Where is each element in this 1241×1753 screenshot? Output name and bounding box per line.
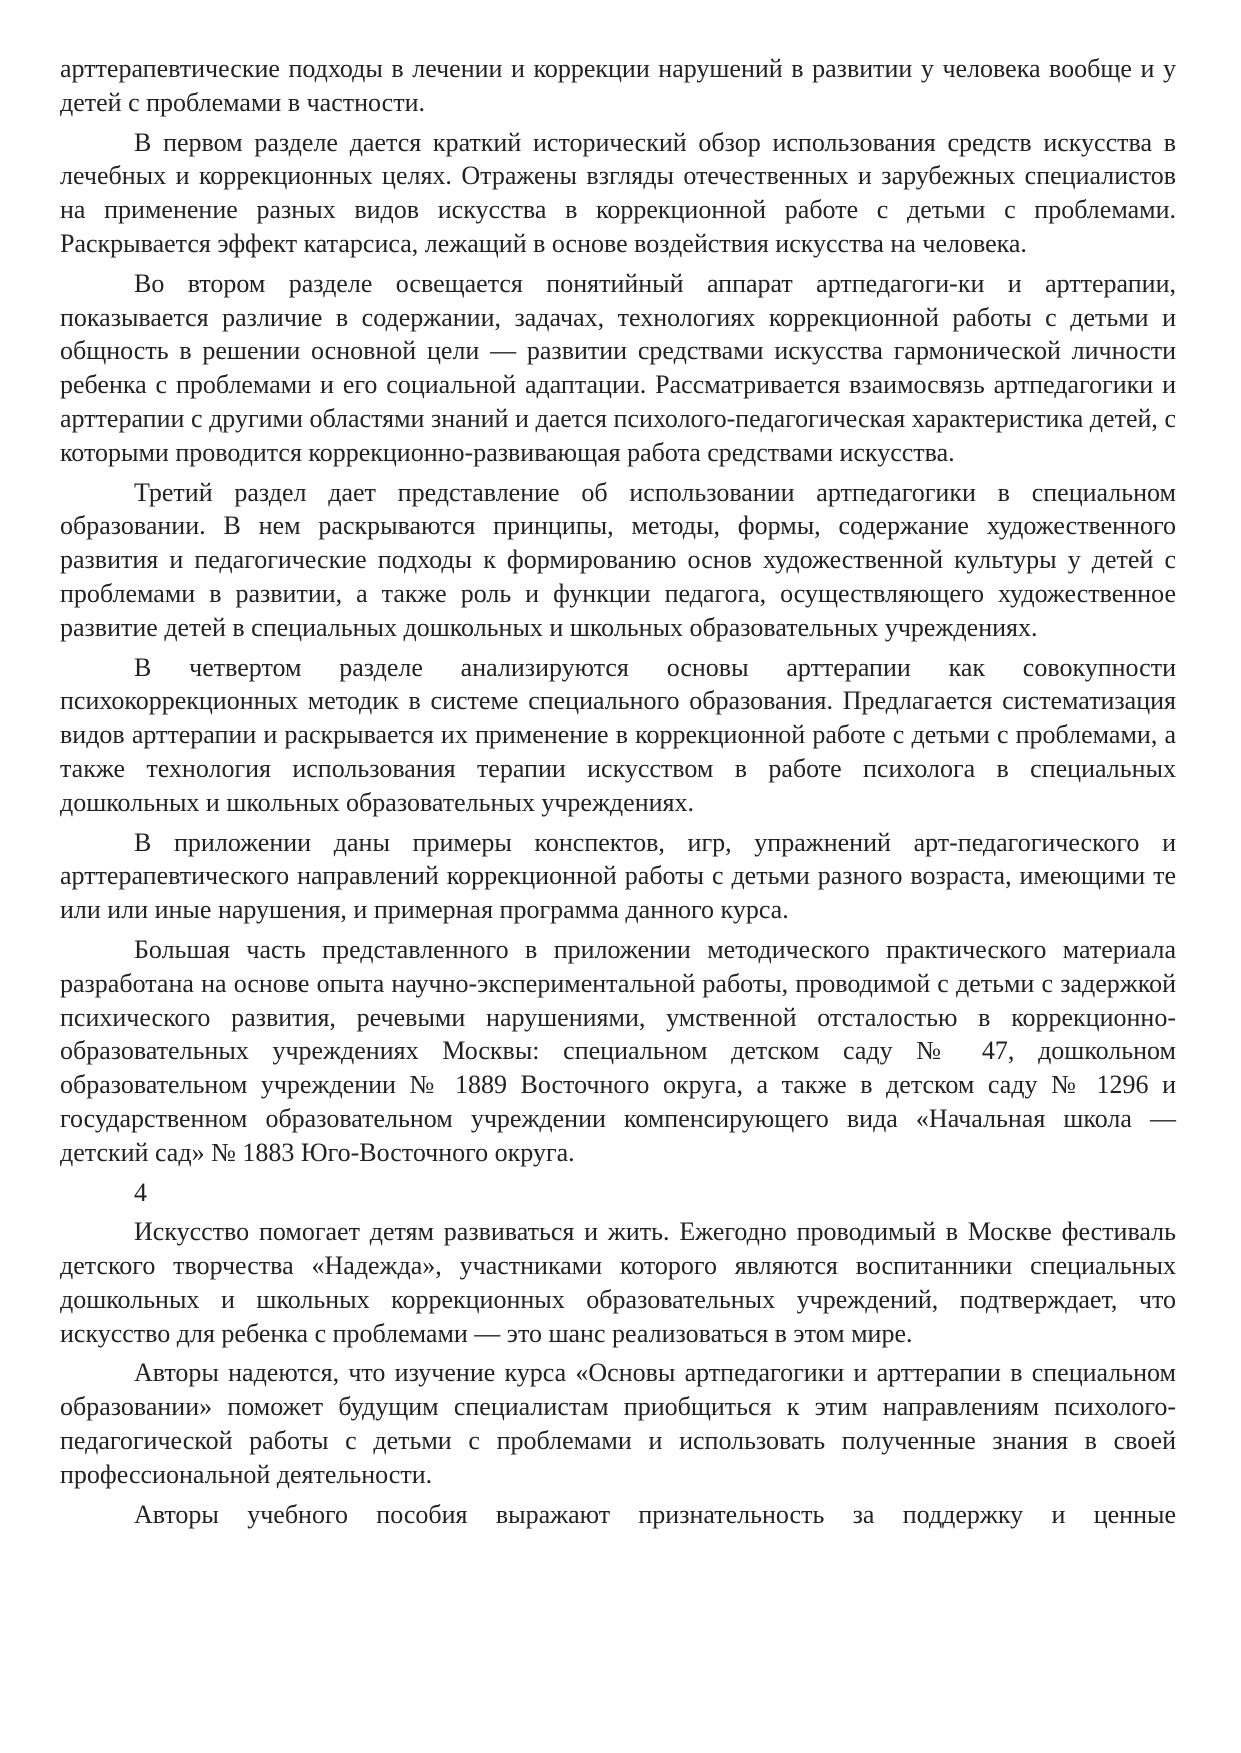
paragraph-art-helps-children: Искусство помогает детям развиваться и жить. Ежегодно проводимый в Москве фестиваль детского творчества «Надежда», участниками которого являются воспитанники специальных дошкольных и школьных коррекционных образовательных учреждений, подтверждает, что искусство для ребенка с проблемами — это шанс реализоваться в этом мире. (60, 1217, 1176, 1348)
paragraph-section-three: Третий раздел дает представление об использовании артпедагогики в специальном образовании. В нем раскрываются принципы, методы, формы, содержание художественного развития и педагогические подходы к формированию основ художественной культуры у детей с проблемами в развитии, а также роль и функции педагога, осуществляющего художественное развитие детей в специальных дошкольных и школьных образовательных учреждениях. (60, 477, 1176, 642)
paragraph-section-one: В первом разделе дается краткий исторический обзор использования средств искусства в лечебных и коррекционных целях. Отражены взгляды отечественных и зарубежных специалистов на применение разных видов искусства в коррекционной работе с детьми с проблемами. Раскрывается эффект катарсиса, лежащий в основе воздействия искусства на человека. (60, 127, 1176, 258)
paragraph-methodical-material: Большая часть представленного в приложении методического практического материала разработана на основе опыта научно-экспериментальной работы, проводимой с детьми с задержкой психического развития, речевыми нарушениями, умственной отсталостью в коррекционно-образовательных учреждениях Москвы: специальном детском саду № 47, дошкольном образовательном учреждении № 1889 Восточного округа, а также в детском саду № 1296 и государственном образовательном учреждении компенсирующего вида «Начальная школа — детский сад» № 1883 Юго-Восточного округа. (60, 934, 1176, 1167)
document-page (60, 52, 1176, 1537)
paragraph-authors-hope: Авторы надеются, что изучение курса «Основы артпедагогики и арттерапии в специальном образовании» поможет будущим специалистам приобщиться к этим направлениям психолого-педагогической работы с детьми с проблемами и использовать полученные знания в своей профессиональной деятельности. (60, 1358, 1176, 1489)
paragraph-section-four: В четвертом разделе анализируются основы арттерапии как совокупности психокоррекционных методик в системе специального образования. Предлагается систематизация видов арттерапии и раскрывается их применение в коррекционной работе с детьми с проблемами, а также технология использования терапии искусством в работе психолога в специальных дошкольных и школьных образовательных учреждениях. (60, 652, 1176, 817)
paragraph-section-two: Во втором разделе освещается понятийный аппарат артпедагоги-ки и арттерапии, показывается различие в содержании, задачах, технологиях коррекционной работы с детьми и общность в решении основной цели — развитии средствами искусства гармонической личности ребенка с проблемами и его социальной адаптации. Рассматривается взаимосвязь артпедагогики и арттерапии с другими областями знаний и дается психолого-педагогическая характеристика детей, с которыми проводится коррекционно-развивающая работа средствами искусства. (60, 268, 1176, 467)
page-number: 4 (134, 1177, 147, 1207)
paragraph-intro-continuation: арттерапевтические подходы в лечении и коррекции нарушений в развитии у человека вообще и у детей с проблемами в частности. (60, 54, 1176, 117)
paragraph-appendix: В приложении даны примеры конспектов, игр, упражнений арт-педагогического и арттерапевтического направлений коррекционной работы с детьми разного возраста, имеющими те или или иные нарушения, и примерная программа данного курса. (60, 827, 1176, 925)
paragraph-authors-gratitude: Авторы учебного пособия выражают признательность за поддержку и ценные (134, 1499, 1176, 1529)
